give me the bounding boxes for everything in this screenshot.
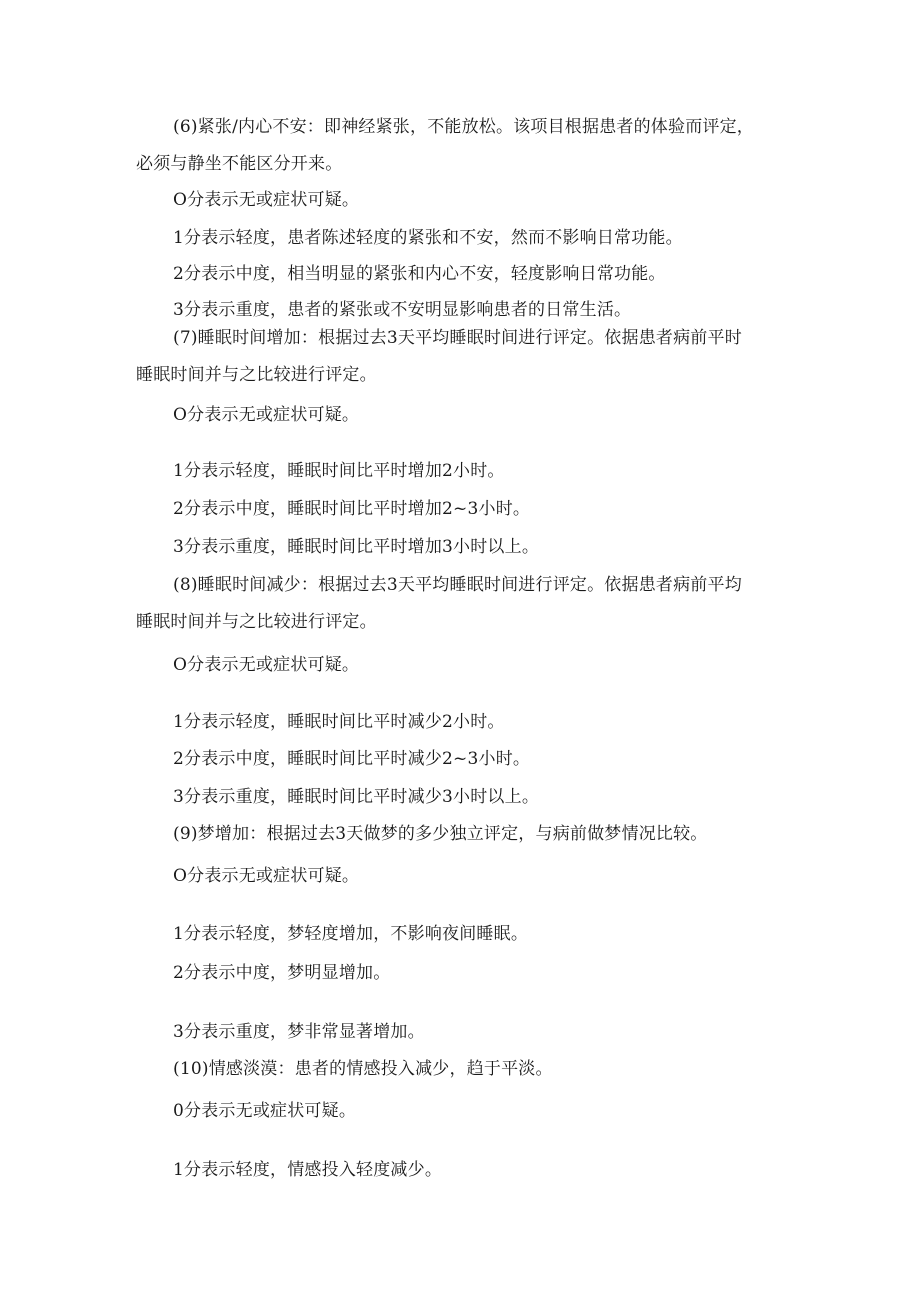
item-8-heading-continued: 睡眠时间并与之比较进行评定。 <box>136 612 377 632</box>
item-7-heading-continued: 睡眠时间并与之比较进行评定。 <box>136 365 377 385</box>
item-7-heading: (7)睡眠时间增加：根据过去3天平均睡眠时间进行评定。依据患者病前平时 <box>173 328 742 348</box>
item-10-heading: (10)情感淡漠：患者的情感投入减少，趋于平淡。 <box>173 1059 553 1079</box>
item-7-score-2: 2分表示中度，睡眠时间比平时增加2~3小时。 <box>173 499 531 519</box>
item-8-score-1: 1分表示轻度，睡眠时间比平时减少2小时。 <box>173 712 505 732</box>
item-6-score-1: 1分表示轻度，患者陈述轻度的紧张和不安，然而不影响日常功能。 <box>173 228 683 248</box>
item-9-score-0: O分表示无或症状可疑。 <box>173 866 360 886</box>
item-9-score-1: 1分表示轻度，梦轻度增加，不影响夜间睡眠。 <box>173 924 529 944</box>
item-8-heading: (8)睡眠时间减少：根据过去3天平均睡眠时间进行评定。依据患者病前平均 <box>173 575 742 595</box>
item-9-heading: (9)梦增加：根据过去3天做梦的多少独立评定，与病前做梦情况比较。 <box>173 824 708 844</box>
item-8-score-2: 2分表示中度，睡眠时间比平时减少2~3小时。 <box>173 749 531 769</box>
item-9-score-2: 2分表示中度，梦明显增加。 <box>173 963 391 983</box>
item-6-score-2: 2分表示中度，相当明显的紧张和内心不安，轻度影响日常功能。 <box>173 264 666 284</box>
item-8-score-3: 3分表示重度，睡眠时间比平时减少3小时以上。 <box>173 787 540 807</box>
item-6-score-3: 3分表示重度，患者的紧张或不安明显影响患者的日常生活。 <box>173 300 632 320</box>
item-7-score-1: 1分表示轻度，睡眠时间比平时增加2小时。 <box>173 461 505 481</box>
item-8-score-0: O分表示无或症状可疑。 <box>173 655 360 675</box>
item-6-heading-continued: 必须与静坐不能区分开来。 <box>136 154 343 174</box>
item-6-heading: (6)紧张/内心不安：即神经紧张，不能放松。该项目根据患者的体验而评定， <box>173 117 755 137</box>
item-7-score-3: 3分表示重度，睡眠时间比平时增加3小时以上。 <box>173 537 540 557</box>
item-7-score-0: O分表示无或症状可疑。 <box>173 405 360 425</box>
item-10-score-1: 1分表示轻度，情感投入轻度减少。 <box>173 1160 443 1180</box>
item-10-score-0: 0分表示无或症状可疑。 <box>173 1101 357 1121</box>
item-6-score-0: O分表示无或症状可疑。 <box>173 190 360 210</box>
item-9-score-3: 3分表示重度，梦非常显著增加。 <box>173 1022 425 1042</box>
